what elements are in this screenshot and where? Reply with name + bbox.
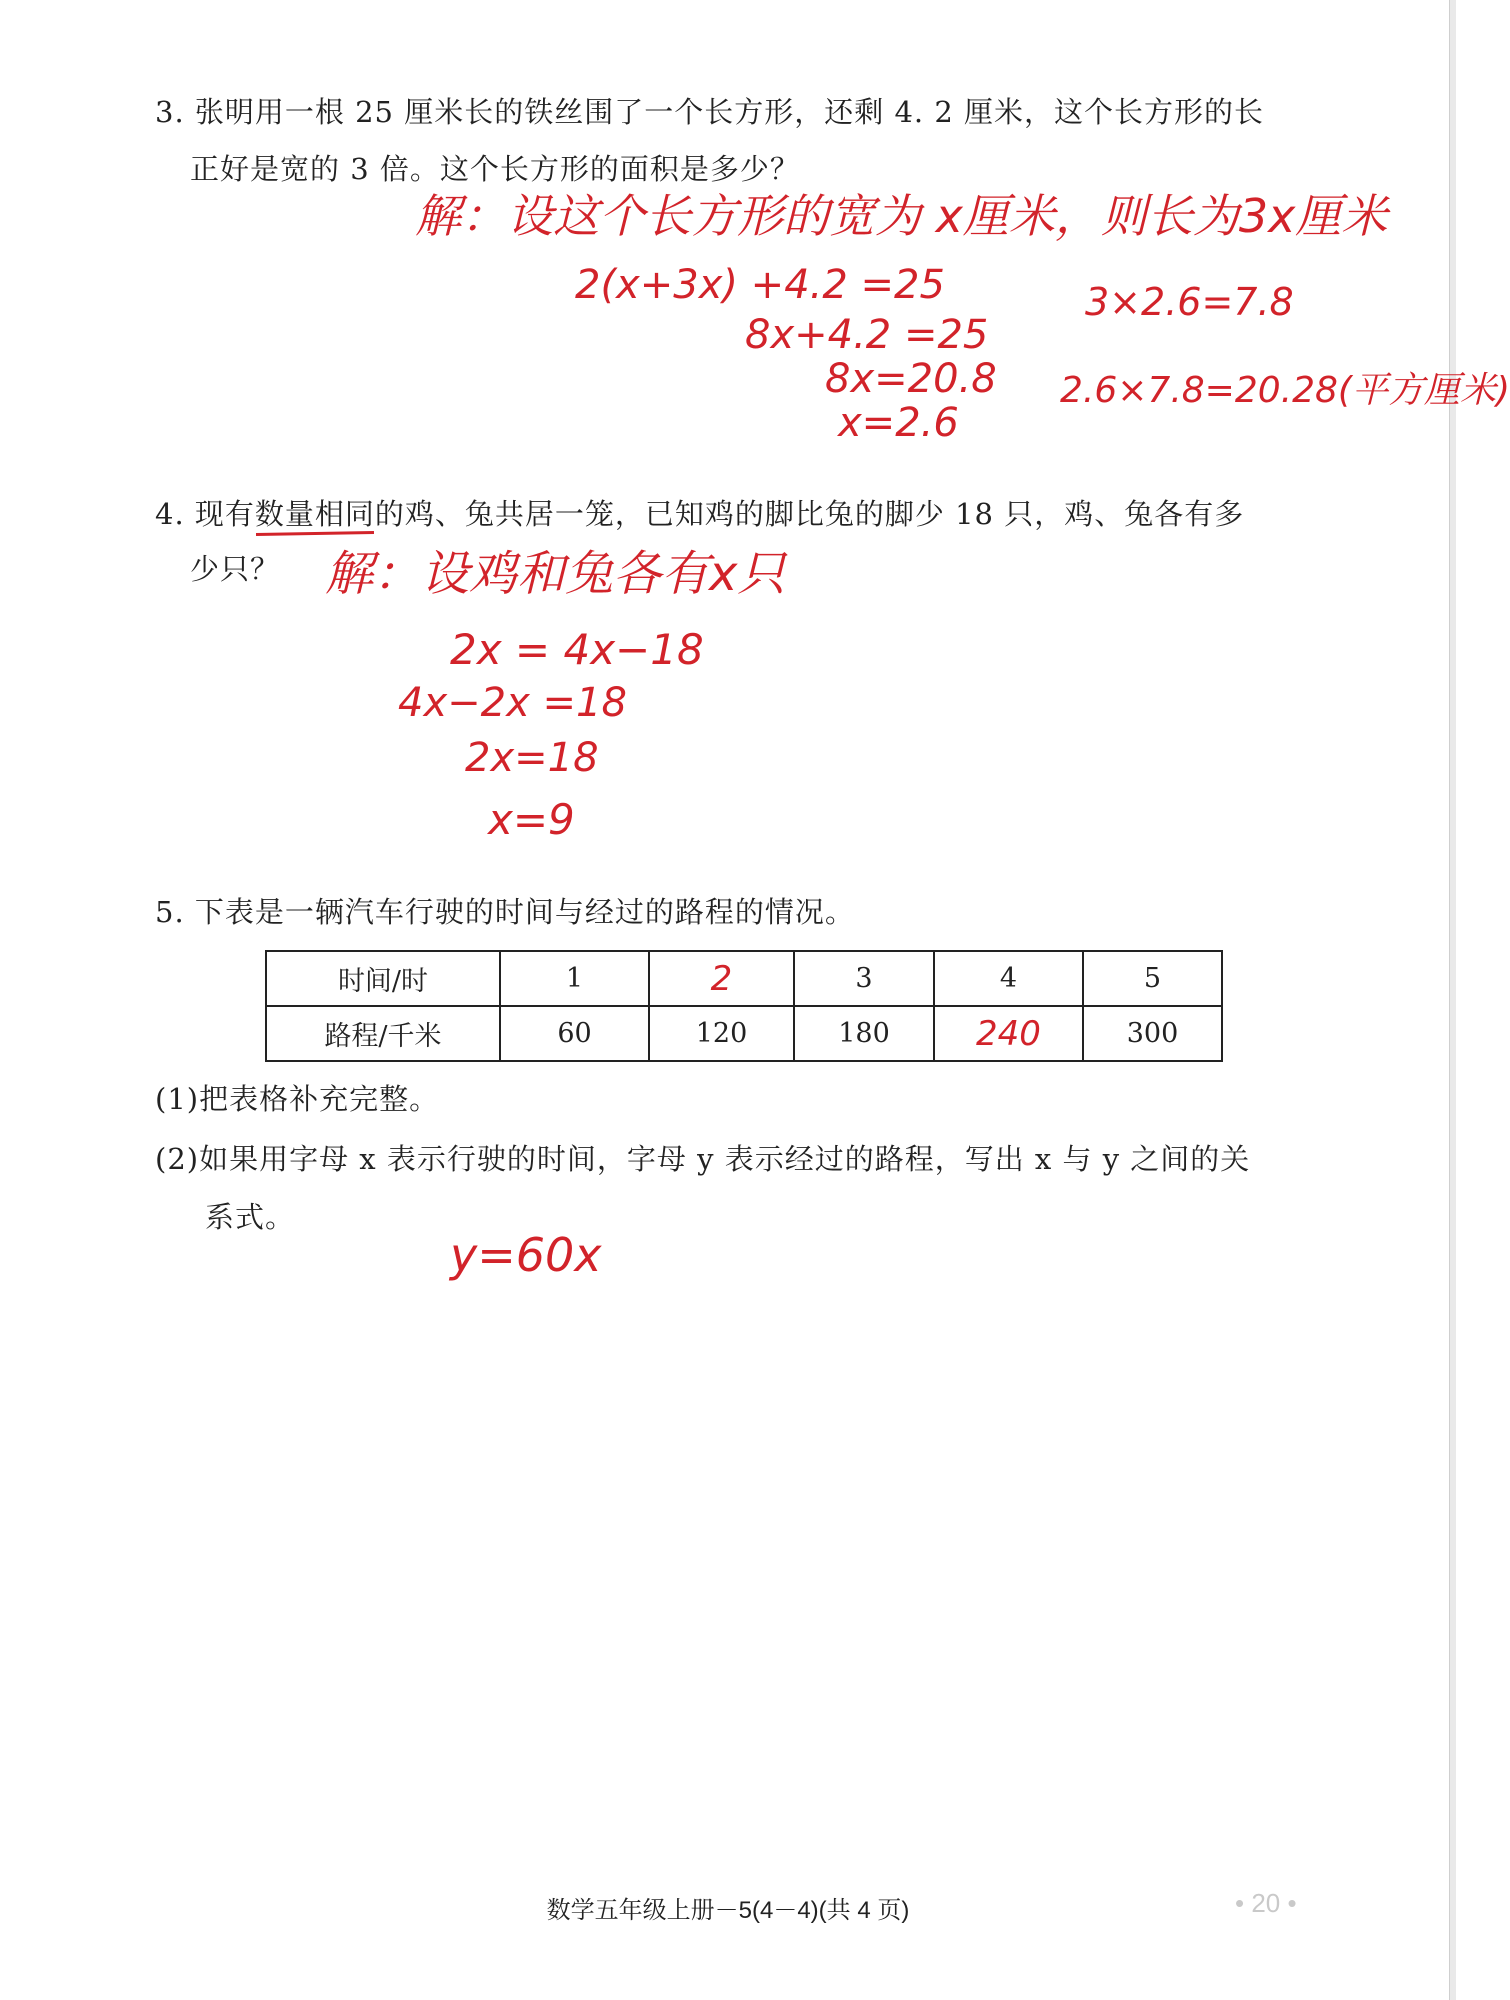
table-cell: 180 [794, 1006, 934, 1061]
q4-handwritten-eq2: 4x−2x =18 [398, 680, 627, 726]
q4-handwritten-eq1: 2x = 4x−18 [450, 625, 704, 674]
table-cell: 1 [500, 951, 649, 1006]
table-cell: 4 [934, 951, 1083, 1006]
table-row [266, 1006, 1222, 1061]
table-cell-filled: 240 [934, 1006, 1083, 1061]
page-number: • 20 • [1235, 1888, 1297, 1918]
q5-line1: 5. 下表是一辆汽车行驶的时间与经过的路程的情况。 [155, 895, 855, 929]
q3-handwritten-eq1: 2(x+3x) +4.2 =25 [575, 262, 945, 308]
q3-handwritten-calc2: 2.6×7.8=20.28(平方厘米) [1060, 370, 1510, 411]
table-header-distance: 路程/千米 [266, 1006, 500, 1061]
table-cell: 60 [500, 1006, 649, 1061]
q3-line2: 正好是宽的 3 倍。这个长方形的面积是多少？ [190, 152, 800, 186]
table-row [266, 951, 1222, 1006]
table-header-time: 时间/时 [266, 951, 500, 1006]
q3-handwritten-eq4: x=2.6 [838, 400, 959, 446]
page-footer: 数学五年级上册－5(4－4)(共 4 页) [546, 1897, 910, 1924]
q4-handwritten-eq4: x=9 [488, 795, 575, 844]
q5-handwritten-answer: y=60x [450, 1228, 602, 1282]
table-cell: 300 [1083, 1006, 1222, 1061]
q4-handwritten-intro: 解：设鸡和兔各有x只 [325, 546, 786, 602]
q4-line2: 少只？ [190, 552, 281, 586]
q4-line1: 4. 现有数量相同的鸡、兔共居一笼，已知鸡的脚比兔的脚少 18 只，鸡、兔各有多 [155, 497, 1245, 531]
table-cell: 120 [649, 1006, 794, 1061]
q5-sub2-line1: (2)如果用字母 x 表示行驶的时间，字母 y 表示经过的路程，写出 x 与 y 之间的关 [155, 1142, 1251, 1176]
q3-handwritten-eq3: 8x=20.8 [825, 356, 997, 402]
q3-line1: 3. 张明用一根 25 厘米长的铁丝围了一个长方形，还剩 4. 2 厘米，这个长方形的长 [155, 95, 1265, 129]
q3-handwritten-eq2: 8x+4.2 =25 [745, 312, 989, 358]
q3-handwritten-calc1: 3×2.6=7.8 [1085, 280, 1294, 324]
q4-handwritten-eq3: 2x=18 [465, 735, 599, 781]
table-cell-filled: 2 [649, 951, 794, 1006]
table-cell: 5 [1083, 951, 1222, 1006]
q5-sub2-line2: 系式。 [205, 1200, 296, 1234]
table-cell: 3 [794, 951, 934, 1006]
q3-handwritten-intro: 解：设这个长方形的宽为 x厘米，则长为3x厘米 [415, 189, 1388, 243]
time-distance-table [265, 950, 1223, 1062]
page-edge [1449, 0, 1456, 2000]
q5-sub1: (1)把表格补充完整。 [155, 1082, 440, 1116]
